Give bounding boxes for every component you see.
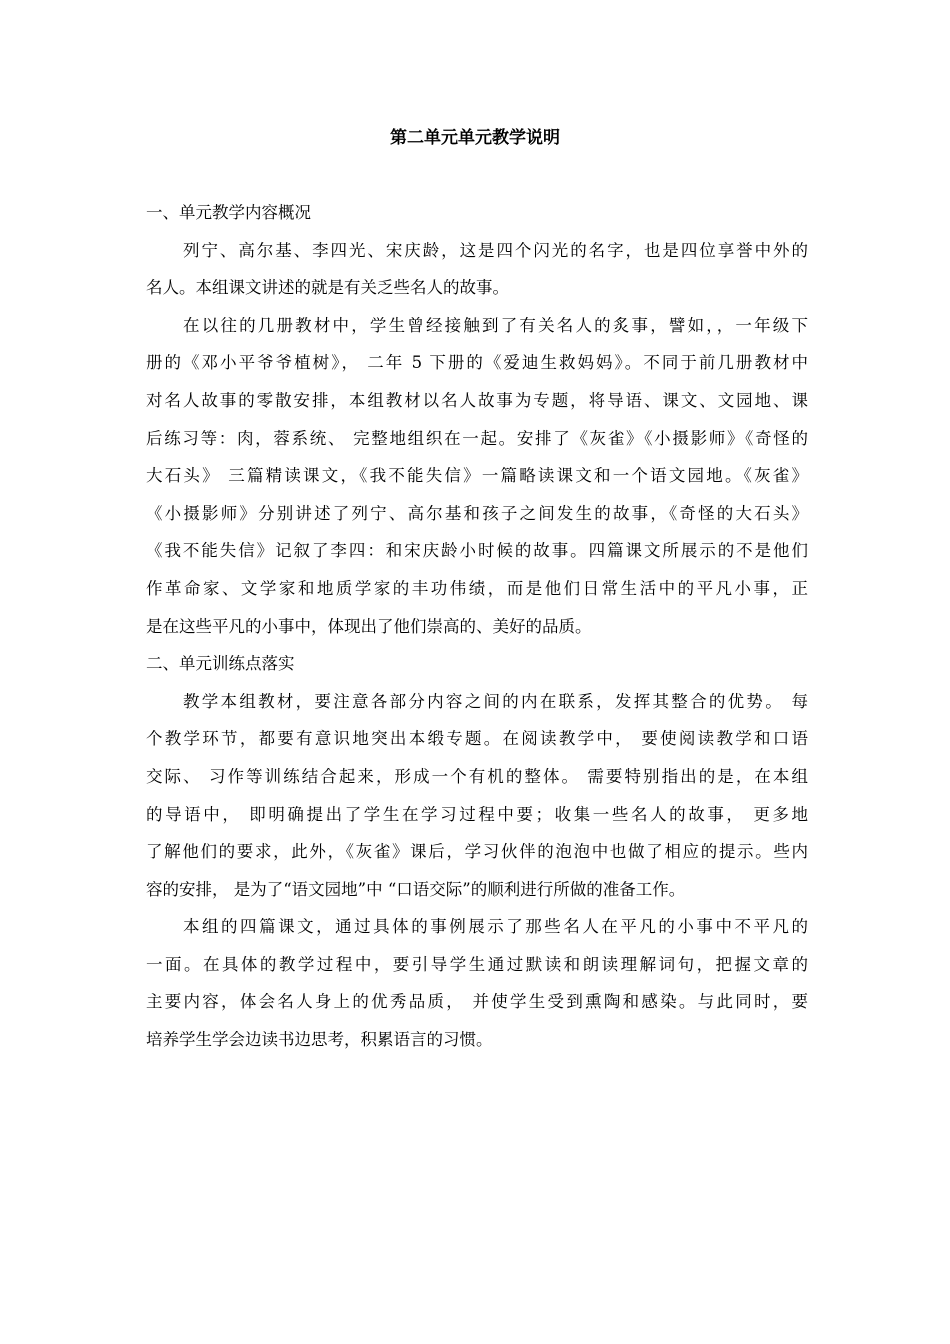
text-line: 在以往的几册教材中，学生曾经接触到了有关名人的炙事，譬如，，一年级下 xyxy=(183,315,808,335)
text-line: 教学本组教材，要注意各部分内容之间的内在联系，发挥其整合的优势。 每 xyxy=(183,691,808,711)
text-line: 作革命家、文学家和地质学家的丰功伟绩，而是他们日常生活中的平凡小事，正 xyxy=(146,578,808,598)
paragraph xyxy=(146,908,808,1058)
text-line: 容的安排， 是为了“语文园地”中 “口语交际”的顺利进行所做的准备工作。 xyxy=(146,879,686,899)
document-body xyxy=(146,194,808,1059)
text-line: 册的《邓小平爷爷植树》， 二年 5 下册的《爱迪生救妈妈》。不同于前几册教材中 xyxy=(146,353,808,373)
text-line: 个教学环节，都要有意识地突出本缎专题。在阅读教学中， 要使阅读教学和口语 xyxy=(146,729,808,749)
text-line: 《我不能失信》记叙了李四：和宋庆龄小时候的故事。四篇课文所展示的不是他们 xyxy=(146,541,808,561)
text-line: 的导语中， 即明确提出了学生在学习过程中要；收集一些名人的故事， 更多地 xyxy=(146,804,808,824)
text-line: 主要内容，体会名人身上的优秀品质， 并使学生受到熏陶和感染。与此同时，要 xyxy=(146,992,808,1012)
text-line: 一面。在具体的教学过程中，要引导学生通过默读和朗读理解词句，把握文章的 xyxy=(146,954,808,974)
text-line: 是在这些平凡的小事中，体现出了他们崇高的、美好的品质。 xyxy=(146,616,592,636)
text-line: 本组的四篇课文，通过具体的事例展示了那些名人在平凡的小事中不平凡的 xyxy=(183,917,808,937)
paragraph xyxy=(146,307,808,645)
paragraph xyxy=(146,683,808,909)
section-content-overview xyxy=(146,194,808,645)
document-title: 第二单元单元教学说明 xyxy=(390,128,560,148)
section-heading: 一、单元教学内容概况 xyxy=(146,203,311,222)
text-line: 培养学生学会边读书边思考，积累语言的习惯。 xyxy=(146,1030,493,1050)
text-line: 列宁、高尔基、李四光、宋庆龄，这是四个闪光的名字，也是四位享誉中外的 xyxy=(183,240,808,260)
paragraph xyxy=(146,232,808,307)
text-line: 名人。本组课文讲述的就是有关乏些名人的故事。 xyxy=(146,278,509,298)
text-line: 大石头》 三篇精读课文，《我不能失信》一篇略读课文和一个语文园地。《灰雀》 xyxy=(146,466,808,486)
section-training-points xyxy=(146,645,808,1059)
section-heading: 二、单元训练点落实 xyxy=(146,654,295,674)
text-line: 了解他们的要求，此外，《灰雀》课后，学习伙伴的泡泡中也做了相应的提示。些内 xyxy=(146,842,808,862)
text-line: 对名人故事的零散安排，本组教材以名人故事为专题，将导语、课文、文园地、课 xyxy=(146,390,808,410)
text-line: 后练习等：肉，蓉系统、 完整地组织在一起。安排了《灰雀》《小摄影师》《奇怪的 xyxy=(146,428,808,448)
text-line: 《小摄影师》分别讲述了列宁、高尔基和孩子之间发生的故事，《奇怪的大石头》 xyxy=(146,503,808,523)
text-line: 交际、 习作等训练结合起来，形成一个有机的整体。 需要特别指出的是，在本组 xyxy=(146,766,808,786)
